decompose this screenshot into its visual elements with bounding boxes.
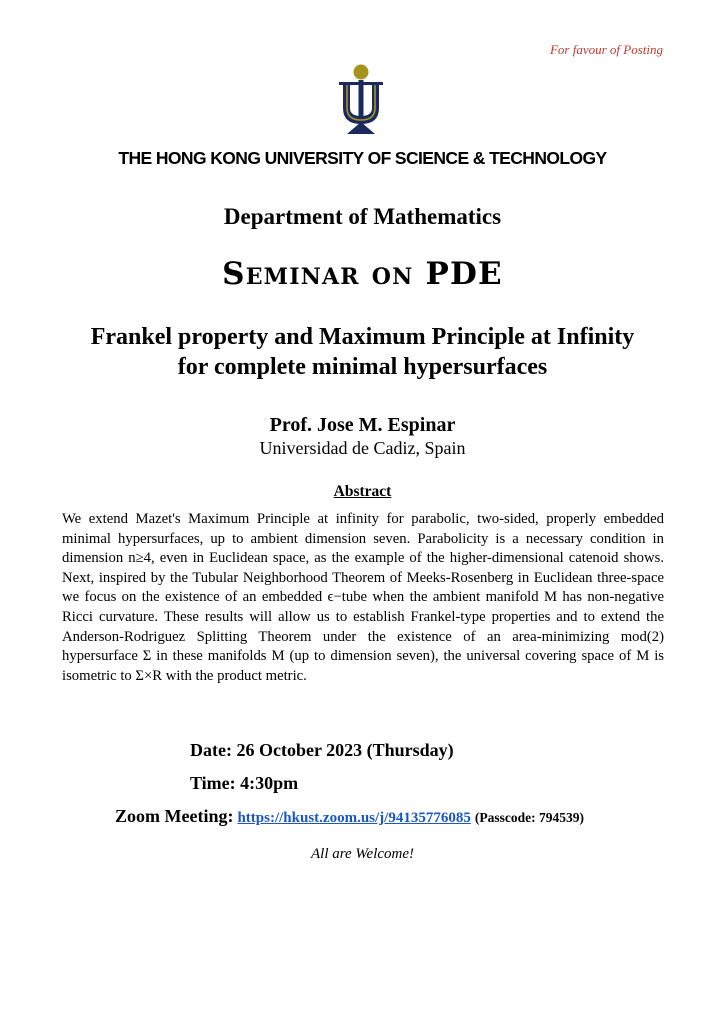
abstract-text: We extend Mazet's Maximum Principle at infinity for parabolic, two-sided, properly embedded minimal hypersurfaces, up to ambient dimension seven. Parabolicity is a necessary condition in dimension n≥4, even in Euclidean space, as the example of the higher-dimensional catenoid shows. Next, inspired by the Tubular Neighborhood Theorem of Meeks-Rosenberg in Euclidean three-space we focus on the existence of an embedded ϵ−tube when the ambient manifold M has non-negative Ricci curvature. These results will allow us to establish Frankel-type properties and to extend the Anderson-Rodriguez Splitting Theorem under the existence of an area-minimizing mod(2) hypersurface Σ in these manifolds M (up to dimension seven), the universal covering space of M is isometric to Σ×R with the product metric. — [62, 511, 664, 684]
university-name: THE HONG KONG UNIVERSITY OF SCIENCE & TECHNOLOGY — [118, 148, 607, 168]
seminar-time: Time: 4:30pm — [190, 773, 299, 793]
seminar-title: Seminar on PDE — [222, 256, 503, 292]
posting-note: For favour of Posting — [549, 42, 663, 57]
hkust-logo — [337, 64, 385, 136]
zoom-link[interactable]: https://hkust.zoom.us/j/94135776085 — [237, 810, 471, 826]
talk-title-line: for complete minimal hypersurfaces — [177, 354, 548, 380]
talk-title-line: Frankel property and Maximum Principle at Infinity — [90, 324, 635, 350]
zoom-meeting — [115, 806, 584, 827]
zoom-label: Zoom Meeting: — [115, 806, 234, 826]
zoom-passcode: (Passcode: 794539) — [474, 810, 584, 825]
speaker-name: Prof. Jose M. Espinar — [269, 414, 456, 436]
talk-title — [0, 322, 725, 382]
speaker-affiliation: Universidad de Cadiz, Spain — [259, 438, 466, 458]
abstract-heading: Abstract — [333, 483, 392, 500]
seminar-date: Date: 26 October 2023 (Thursday) — [190, 740, 454, 760]
welcome-note: All are Welcome! — [310, 846, 415, 862]
department-name: Department of Mathematics — [223, 204, 502, 229]
